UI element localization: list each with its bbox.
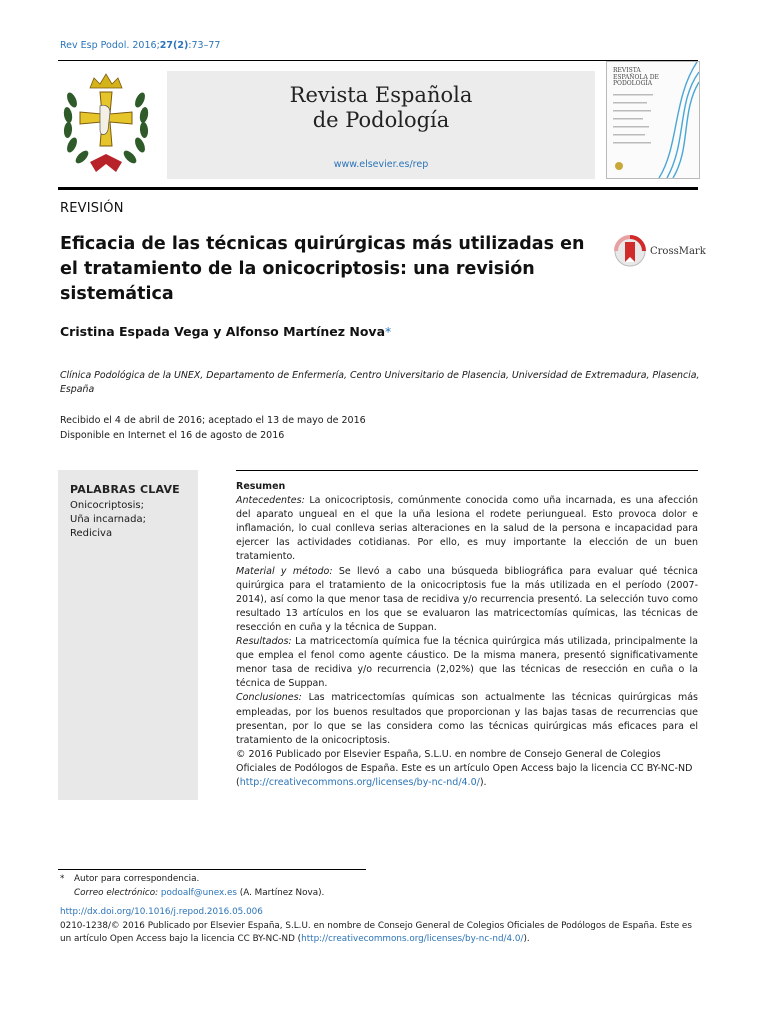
material-label: Material y método:: [236, 565, 333, 577]
citation-prefix: Rev Esp Podol. 2016;: [60, 40, 160, 51]
conclusiones-label: Conclusiones:: [236, 692, 302, 704]
email-link[interactable]: podoalf@unex.es: [160, 887, 237, 898]
abstract-copyright-text: © 2016 Publicado por Elsevier España, S.L.U. en nombre de Consejo General de Colegios Oficiales de Podólogos de España. Este es un artículo Open Access bajo la licencia CC BY-NC-ND (: [236, 748, 693, 788]
antecedentes-text: La onicocriptosis, comúnmente conocida como uña incarnada, es una afección del aparato ungueal en el que la uña lesiona el rodete periungueal. Esto provoca dolor e inflamación, lo cual conlleva serias alteraciones en la salud de la persona e incapacidad para ejercer las actividades cotidianas. Por ello, es muy importante la elección de un buen tratamiento.: [236, 495, 698, 563]
journal-cover-thumbnail: [606, 61, 700, 179]
received-date: Recibido el 4 de abril de 2016; aceptado el 13 de mayo de 2016: [60, 415, 366, 426]
article-section-label: REVISIÓN: [60, 201, 124, 216]
footnote-rule: [58, 869, 366, 870]
article-title: Eficacia de las técnicas quirúrgicas más utilizadas en el tratamiento de la onicocriptosis: una revisión sistemática: [60, 234, 585, 304]
keyword-item: Rediciva: [70, 528, 113, 539]
keyword-item: Uña incarnada;: [70, 514, 146, 525]
footer-copyright-text: 0210-1238/© 2016 Publicado por Elsevier España, S.L.U. en nombre de Consejo General de Colegios Oficiales de Podólogos de España. Este es un artículo Open Access bajo la licencia CC BY-NC-ND (: [60, 920, 692, 944]
keywords-box: [58, 470, 198, 800]
cover-wave-graphic: [607, 62, 699, 178]
citation-volume: 27(2): [159, 40, 189, 51]
journal-title-line1: Revista Española: [289, 83, 473, 107]
abstract-heading: Resumen: [236, 481, 286, 492]
abstract: [236, 480, 698, 790]
material-text: Se llevó a cabo una búsqueda bibliográfica para evaluar qué técnica quirúrgica para el tratamiento de la onicocriptosis fue la más utilizada en el período (2007-2014), así como la que menor tasa de recidiva y/o recurrencia presentó. La selección tuvo como resultado 13 artículos en los que se evaluaron las matricectomías químicas, las técnicas de resección en cuña y la técnica de Suppan.: [236, 565, 698, 633]
abstract-material: [236, 565, 698, 635]
cover-title: REVISTA ESPAÑOLA DE PODOLOGÍA: [613, 67, 659, 88]
crossmark-icon: [614, 234, 648, 270]
crossmark-label: CrossMark: [650, 246, 706, 257]
doi-link[interactable]: http://dx.doi.org/10.1016/j.repod.2016.05.006: [60, 907, 263, 917]
keyword-item: Onicocriptosis;: [70, 500, 144, 511]
corresponding-author-marker[interactable]: *: [385, 324, 392, 339]
abstract-resultados: [236, 635, 698, 691]
header-rule-bottom: [58, 187, 698, 190]
footer-copyright-end: ).: [523, 934, 530, 944]
email-owner: (A. Martínez Nova).: [236, 887, 325, 898]
keywords-list: [70, 499, 146, 541]
abstract-copyright-end: ).: [479, 776, 487, 788]
journal-banner: [167, 71, 595, 179]
keywords-title: PALABRAS CLAVE: [70, 483, 180, 496]
authors-names: Cristina Espada Vega y Alfonso Martínez Nova: [60, 324, 386, 339]
abstract-copyright: [236, 748, 698, 790]
antecedentes-label: Antecedentes:: [236, 495, 305, 507]
citation-pages: :73–77: [188, 40, 221, 51]
email-label: Correo electrónico:: [74, 887, 159, 898]
footer-copyright: [60, 920, 700, 947]
footnote-email-line: [60, 887, 324, 901]
page-footer: [60, 906, 700, 947]
abstract-license-link[interactable]: http://creativecommons.org/licenses/by-nc-nd/4.0/: [239, 776, 480, 788]
abstract-rule: [236, 470, 698, 471]
footer-license-link[interactable]: http://creativecommons.org/licenses/by-nc-nd/4.0/: [301, 934, 524, 944]
society-emblem-logo: [60, 70, 152, 178]
header-rule-top: [58, 60, 698, 61]
journal-title-line2: de Podología: [312, 108, 450, 132]
abstract-conclusiones: [236, 691, 698, 747]
affiliation: Clínica Podológica de la UNEX, Departamento de Enfermería, Centro Universitario de Plasencia, Universidad de Extremadura, Plasencia, España: [60, 370, 700, 395]
journal-url-link[interactable]: www.elsevier.es/rep: [333, 159, 429, 170]
crossmark-button[interactable]: [614, 234, 704, 270]
resultados-label: Resultados:: [236, 636, 292, 648]
conclusiones-text: Las matricectomías químicas son actualmente las técnicas quirúrgicas más empleadas, por los buenos resultados que proporcionan y las bajas tasas de recurrencias que presentan, por lo que se las considera como las técnicas quirúrgicas más eficaces para el tratamiento de la onicocriptosis.: [236, 692, 698, 746]
journal-citation[interactable]: [60, 40, 220, 51]
footnote: [60, 873, 324, 900]
journal-title: [167, 83, 595, 133]
author-list: [60, 324, 391, 339]
footnote-text: Autor para correspondencia.: [74, 874, 200, 884]
footnote-marker: *: [60, 874, 65, 884]
abstract-antecedentes: [236, 494, 698, 564]
available-date: Disponible en Internet el 16 de agosto de 2016: [60, 429, 285, 441]
article-dates: [60, 414, 366, 443]
resultados-text: La matricectomía química fue la técnica quirúrgica más utilizada, principalmente la que emplea el fenol como agente cáustico. De la misma manera, presentó significativamente menor tasa de recidiva y/o recurrencia (2,02%) que las técnicas de resección en cuña o la técnica de Suppan.: [236, 636, 698, 690]
